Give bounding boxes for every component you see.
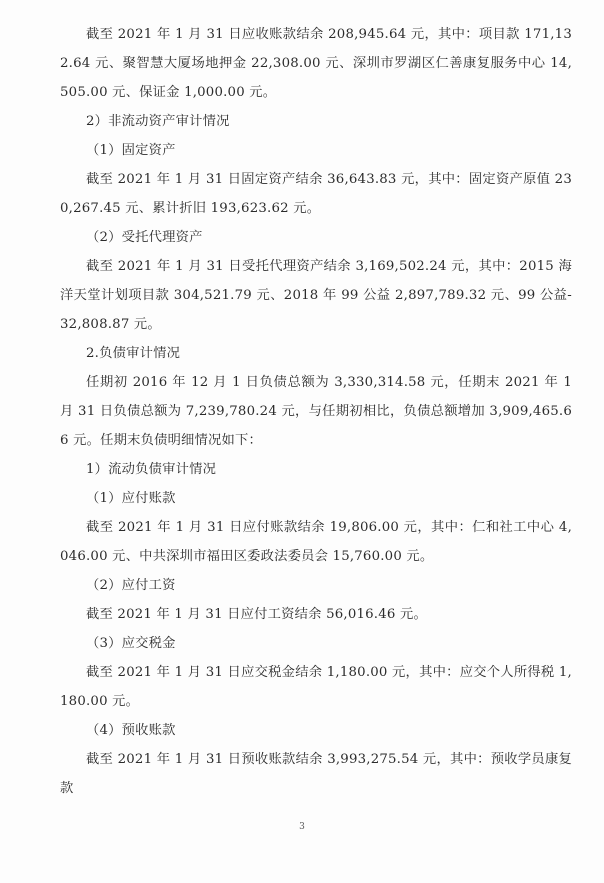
document-body <box>60 20 572 803</box>
paragraph-fixed-assets: 截至 2021 年 1 月 31 日固定资产结余 36,643.83 元，其中：固定资产原值 230,267.45 元、累计折旧 193,623.62 元。 <box>60 172 572 216</box>
paragraph-wages-payable: 截至 2021 年 1 月 31 日应付工资结余 56,016.46 元。 <box>86 607 427 622</box>
paragraph-liabilities-total: 任期初 2016 年 12 月 1 日负债总额为 3,330,314.58 元，任期末 2021 年 1 月 31 日负债总额为 7,239,780.24 元，与任期初相比，负债总额增加 3,909,465.66 元。任期末负债明细情况如下： <box>60 375 572 448</box>
paragraph-receivables: 截至 2021 年 1 月 31 日应收账款结余 208,945.64 元，其中：项目款 171,132.64 元、聚智慧大厦场地押金 22,308.00 元、深圳市罗湖区仁善康复服务中心 14,505.00 元、保证金 1,000.00 元。 <box>60 27 572 100</box>
heading-liabilities-audit: 2.负债审计情况 <box>86 346 181 361</box>
paragraph-entrusted-assets: 截至 2021 年 1 月 31 日受托代理资产结余 3,169,502.24 元，其中：2015 海洋天堂计划项目款 304,521.79 元、2018 年 99 公益 2,897,789.32 元、99 公益- 32,808.87 元。 <box>60 259 572 332</box>
paragraph-accounts-payable: 截至 2021 年 1 月 31 日应付账款结余 19,806.00 元，其中：仁和社工中心 4,046.00 元、中共深圳市福田区委政法委员会 15,760.00 元。 <box>60 520 572 564</box>
heading-fixed-assets: （1）固定资产 <box>86 143 176 158</box>
heading-noncurrent-assets: 2）非流动资产审计情况 <box>86 114 230 129</box>
heading-wages-payable: （2）应付工资 <box>86 578 176 593</box>
heading-advance-receipts: （4）预收账款 <box>86 723 176 738</box>
paragraph-advance-receipts: 截至 2021 年 1 月 31 日预收账款结余 3,993,275.54 元，其中：预收学员康复款 <box>60 752 572 796</box>
heading-accounts-payable: （1）应付账款 <box>86 491 176 506</box>
heading-current-liabilities: 1）流动负债审计情况 <box>86 462 217 477</box>
heading-taxes-payable: （3）应交税金 <box>86 636 176 651</box>
heading-entrusted-assets: （2）受托代理资产 <box>86 230 203 245</box>
paragraph-taxes-payable: 截至 2021 年 1 月 31 日应交税金结余 1,180.00 元，其中：应交个人所得税 1,180.00 元。 <box>60 665 572 709</box>
page-number: 3 <box>299 822 305 832</box>
